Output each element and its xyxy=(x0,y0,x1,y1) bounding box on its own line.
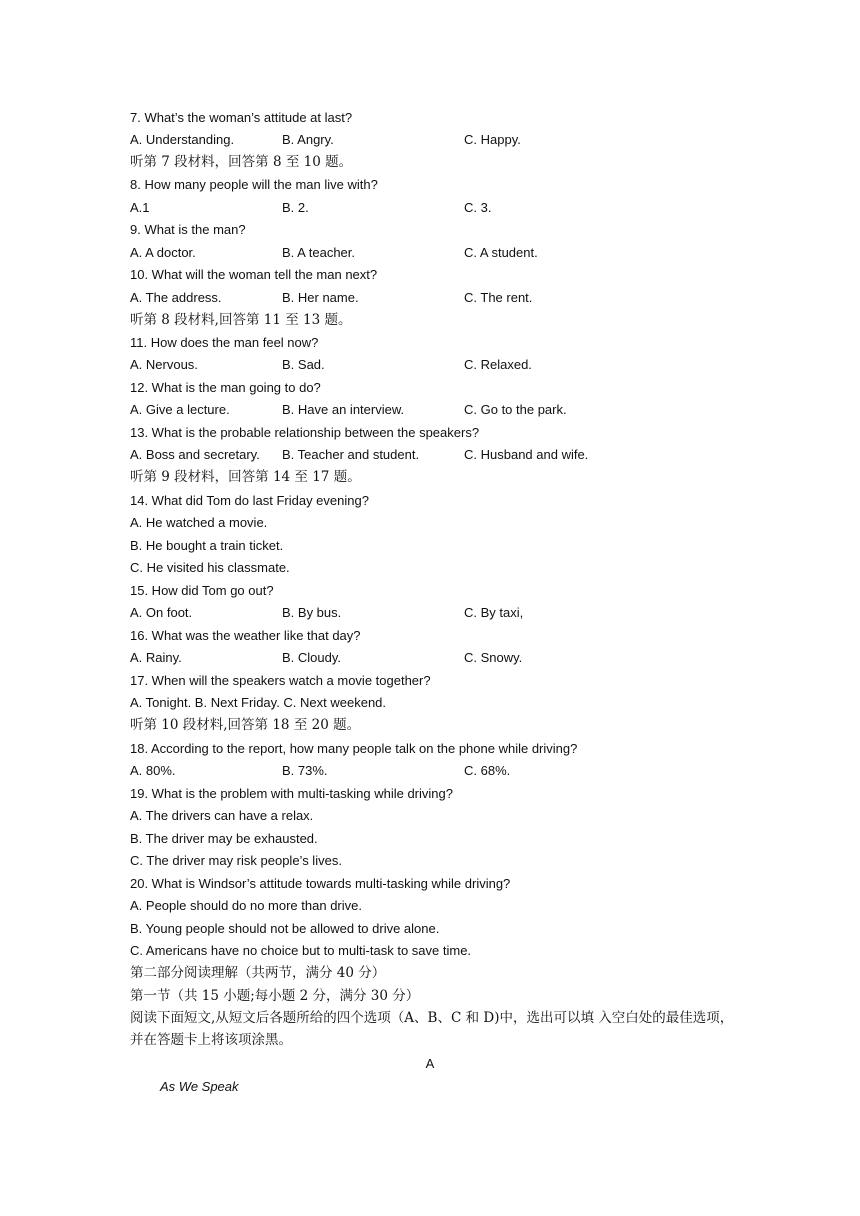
question-14: 14. What did Tom do last Friday evening? xyxy=(130,493,369,508)
section-10-instruction: 听第 10 段材料,回答第 18 至 20 题。 xyxy=(130,717,361,733)
question-7: 7. What’s the woman’s attitude at last? xyxy=(130,110,353,125)
option-a: A. Rainy. xyxy=(130,650,182,665)
option-20-a: A. People should do no more than drive. xyxy=(130,898,362,913)
option-19-b: B. The driver may be exhausted. xyxy=(130,831,318,846)
option-14-a: A. He watched a movie. xyxy=(130,515,268,530)
option-20-b: B. Young people should not be allowed to drive alone. xyxy=(130,921,440,936)
option-a: A. On foot. xyxy=(130,605,193,620)
question-13: 13. What is the probable relationship between the speakers? xyxy=(130,425,480,440)
options-9 xyxy=(130,242,740,264)
option-a: A. The address. xyxy=(130,290,222,305)
reading-instructions: 阅读下面短文,从短文后各题所给的四个选项（A、B、C 和 D)中，选出可以填 入空白处的最佳选项，并在答题卡上将该项涂黑。 xyxy=(130,1010,734,1048)
option-19-c: C. The driver may risk people’s lives. xyxy=(130,853,342,868)
question-10: 10. What will the woman tell the man next? xyxy=(130,267,378,282)
option-a: A. Nervous. xyxy=(130,357,198,372)
option-a: A. A doctor. xyxy=(130,245,196,260)
option-c: C. A student. xyxy=(464,245,538,260)
option-c: C. 68%. xyxy=(464,763,511,778)
passage-letter: A xyxy=(425,1056,435,1071)
option-b: B. By bus. xyxy=(282,605,342,620)
section-7-instruction: 听第 7 段材料，回答第 8 至 10 题。 xyxy=(130,154,353,170)
options-18 xyxy=(130,760,740,782)
question-9: 9. What is the man? xyxy=(130,222,246,237)
option-a: A. Understanding. xyxy=(130,132,235,147)
option-b: B. Sad. xyxy=(282,357,325,372)
option-c: C. Happy. xyxy=(464,132,521,147)
part-2-section-1-heading: 第一节（共 15 小题;每小题 2 分，满分 30 分） xyxy=(130,988,420,1004)
section-9-instruction: 听第 9 段材料，回答第 14 至 17 题。 xyxy=(130,469,361,485)
option-b: B. 73%. xyxy=(282,763,328,778)
options-10 xyxy=(130,287,740,309)
option-b: B. Cloudy. xyxy=(282,650,342,665)
options-7 xyxy=(130,129,740,151)
question-11: 11. How does the man feel now? xyxy=(130,335,319,350)
option-14-c: C. He visited his classmate. xyxy=(130,560,290,575)
option-c: C. By taxi, xyxy=(464,605,524,620)
options-15 xyxy=(130,602,740,624)
options-16 xyxy=(130,647,740,669)
question-19: 19. What is the problem with multi-tasking while driving? xyxy=(130,786,453,801)
option-19-a: A. The drivers can have a relax. xyxy=(130,808,314,823)
options-12 xyxy=(130,399,740,421)
question-8: 8. How many people will the man live with? xyxy=(130,177,378,192)
options-11 xyxy=(130,354,740,376)
option-c: C. Snowy. xyxy=(464,650,523,665)
options-8 xyxy=(130,197,740,219)
option-a: A. Boss and secretary. xyxy=(130,447,260,462)
option-b: B. Her name. xyxy=(282,290,359,305)
options-17: A. Tonight. B. Next Friday. C. Next weekend. xyxy=(130,695,387,710)
option-14-b: B. He bought a train ticket. xyxy=(130,538,284,553)
question-15: 15. How did Tom go out? xyxy=(130,583,274,598)
option-b: B. Have an interview. xyxy=(282,402,405,417)
question-17: 17. When will the speakers watch a movie together? xyxy=(130,673,431,688)
option-a: A. 80%. xyxy=(130,763,176,778)
options-13 xyxy=(130,444,740,466)
option-a: A.1 xyxy=(130,200,150,215)
option-b: B. Teacher and student. xyxy=(282,447,420,462)
question-18: 18. According to the report, how many people talk on the phone while driving? xyxy=(130,741,578,756)
option-c: C. Go to the park. xyxy=(464,402,567,417)
option-b: B. 2. xyxy=(282,200,309,215)
option-b: B. Angry. xyxy=(282,132,334,147)
option-20-c: C. Americans have no choice but to multi-task to save time. xyxy=(130,943,472,958)
question-20: 20. What is Windsor’s attitude towards multi-tasking while driving? xyxy=(130,876,511,891)
option-c: C. The rent. xyxy=(464,290,533,305)
part-2-heading: 第二部分阅读理解（共两节，满分 40 分） xyxy=(130,965,386,981)
option-c: C. Husband and wife. xyxy=(464,447,589,462)
option-c: C. Relaxed. xyxy=(464,357,532,372)
question-16: 16. What was the weather like that day? xyxy=(130,628,361,643)
option-c: C. 3. xyxy=(464,200,492,215)
option-a: A. Give a lecture. xyxy=(130,402,230,417)
question-12: 12. What is the man going to do? xyxy=(130,380,321,395)
section-8-instruction: 听第 8 段材料,回答第 11 至 13 题。 xyxy=(130,312,352,328)
passage-title: As We Speak xyxy=(160,1079,239,1094)
option-b: B. A teacher. xyxy=(282,245,355,260)
